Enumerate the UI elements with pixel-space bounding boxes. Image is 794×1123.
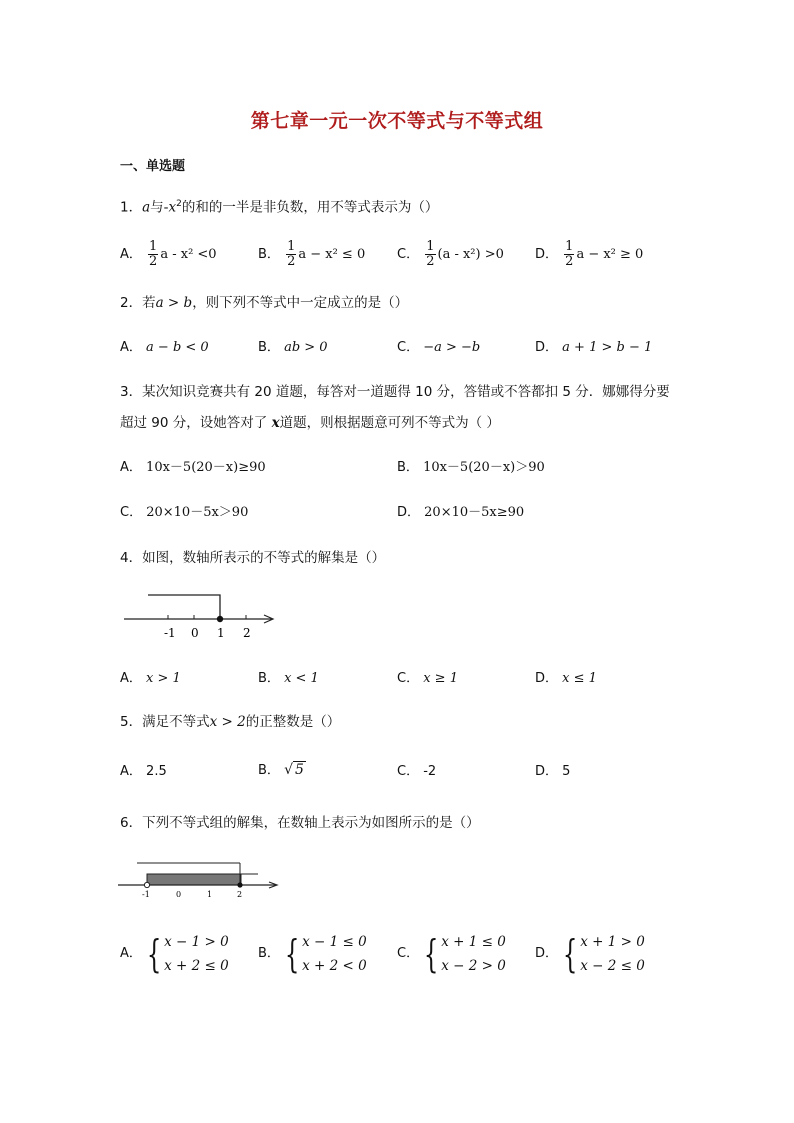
option-label: D． bbox=[535, 247, 559, 262]
tick-label: 2 bbox=[237, 890, 243, 899]
option-a[interactable] bbox=[120, 338, 209, 358]
question-text: 的正整数是（） bbox=[245, 714, 341, 730]
question-text: 超过 90 分，设她答对了 bbox=[120, 415, 272, 431]
option-b[interactable] bbox=[258, 930, 367, 978]
question-text: 的和的一半是非负数，用不等式表示为（） bbox=[181, 199, 439, 216]
option-label: A． bbox=[120, 946, 142, 961]
question-text: 满足不等式 bbox=[142, 714, 210, 730]
math-expr: x > 2 bbox=[209, 714, 246, 730]
question-text: 某次知识竞赛共有 20 道题，每答对一道题得 10 分，答错或不答都扣 5 分．娜娜得分要 bbox=[142, 384, 670, 400]
option-a[interactable] bbox=[120, 930, 229, 978]
solution-ray bbox=[148, 595, 220, 619]
question-2 bbox=[120, 292, 408, 314]
tick-label: -1 bbox=[142, 890, 150, 899]
option-c[interactable] bbox=[397, 240, 504, 269]
math-var: a bbox=[142, 199, 151, 216]
tick-label: 1 bbox=[217, 626, 225, 640]
option-b[interactable] bbox=[397, 458, 545, 478]
option-label: B． bbox=[258, 671, 280, 686]
tick-label: 0 bbox=[191, 626, 199, 640]
open-endpoint bbox=[144, 882, 149, 887]
option-label: B． bbox=[258, 763, 280, 778]
question-number: 2． bbox=[120, 295, 143, 311]
option-expr: 20×10－5x≥90 bbox=[424, 505, 525, 520]
fraction: $\frac{1}{2}$ bbox=[565, 239, 574, 269]
option-expr: a + 1 > b − 1 bbox=[562, 340, 653, 355]
option-d[interactable] bbox=[535, 338, 652, 358]
exponent: 2 bbox=[176, 199, 182, 209]
option-label: C． bbox=[397, 247, 420, 262]
option-label: C． bbox=[397, 340, 420, 355]
question-4 bbox=[120, 547, 385, 569]
question-text: ，则下列不等式中一定成立的是（） bbox=[192, 295, 409, 311]
option-expr: a − x² ≥ 0 bbox=[576, 247, 644, 262]
option-label: D． bbox=[397, 505, 421, 520]
math-var: x bbox=[271, 415, 280, 431]
option-expr: −a > −b bbox=[423, 340, 481, 355]
option-a[interactable] bbox=[120, 669, 181, 689]
option-d[interactable] bbox=[397, 503, 524, 523]
option-d[interactable] bbox=[535, 930, 645, 978]
option-label: C． bbox=[397, 671, 420, 686]
option-a[interactable] bbox=[120, 762, 167, 782]
brace-icon: { bbox=[423, 932, 439, 976]
option-c[interactable] bbox=[120, 503, 248, 523]
number-line-figure-6 bbox=[116, 856, 282, 902]
brace-icon: { bbox=[146, 932, 162, 976]
option-label: A． bbox=[120, 671, 142, 686]
option-expr: 5 bbox=[562, 764, 571, 779]
option-c[interactable] bbox=[397, 762, 436, 782]
option-label: B． bbox=[258, 340, 280, 355]
option-expr: x ≤ 1 bbox=[562, 671, 597, 686]
option-label: B． bbox=[397, 460, 419, 475]
question-number: 4． bbox=[120, 550, 143, 566]
tick-label: 1 bbox=[207, 890, 213, 899]
option-expr: a − b < 0 bbox=[146, 340, 209, 355]
number-line-figure-4 bbox=[120, 585, 290, 645]
page-title: 第七章一元一次不等式与不等式组 bbox=[250, 110, 544, 132]
option-expr: 10x－5(20－x)＞90 bbox=[423, 460, 545, 475]
math-expr: a > b bbox=[155, 295, 193, 311]
option-expr: 10x－5(20－x)≥90 bbox=[146, 460, 266, 475]
question-6 bbox=[120, 812, 480, 834]
option-label: A． bbox=[120, 460, 142, 475]
option-b[interactable] bbox=[258, 338, 328, 358]
option-b[interactable] bbox=[258, 240, 365, 269]
tick-label: -1 bbox=[164, 626, 176, 640]
option-b[interactable] bbox=[258, 669, 319, 689]
inequality-system: { x − 1 > 0 x + 2 ≤ 0 bbox=[146, 932, 229, 976]
option-expr: a - x² <0 bbox=[160, 247, 217, 262]
question-5 bbox=[120, 711, 340, 733]
option-a[interactable] bbox=[120, 240, 217, 269]
option-expr: a − x² ≤ 0 bbox=[298, 247, 366, 262]
question-text: 若 bbox=[142, 295, 156, 311]
option-c[interactable] bbox=[397, 669, 458, 689]
option-label: C． bbox=[120, 505, 143, 520]
sqrt-expr: √ 5 bbox=[284, 762, 304, 778]
brace-icon: { bbox=[562, 932, 578, 976]
question-number: 3． bbox=[120, 384, 143, 400]
option-expr: 20×10－5x＞90 bbox=[146, 505, 249, 520]
shaded-interval bbox=[147, 874, 241, 885]
question-text: 如图，数轴所表示的不等式的解集是（） bbox=[142, 550, 386, 566]
option-label: A． bbox=[120, 247, 142, 262]
section-heading: 一、单选题 bbox=[120, 159, 186, 174]
option-expr: x < 1 bbox=[284, 671, 319, 686]
inequality-system: { x + 1 ≤ 0 x − 2 > 0 bbox=[423, 932, 506, 976]
option-label: D． bbox=[535, 764, 559, 779]
question-number: 6． bbox=[120, 815, 143, 831]
inequality-system: { x + 1 > 0 x − 2 ≤ 0 bbox=[562, 932, 645, 976]
option-b[interactable] bbox=[258, 760, 306, 781]
option-expr: x ≥ 1 bbox=[423, 671, 458, 686]
option-d[interactable] bbox=[535, 240, 643, 269]
tick-label: 2 bbox=[243, 626, 251, 640]
question-number: 1． bbox=[120, 199, 143, 216]
option-label: C． bbox=[397, 946, 420, 961]
math-var: x bbox=[168, 199, 177, 216]
option-d[interactable] bbox=[535, 762, 570, 782]
solid-endpoint bbox=[237, 882, 242, 887]
option-label: D． bbox=[535, 340, 559, 355]
question-text: 与- bbox=[150, 199, 169, 216]
brace-icon: { bbox=[284, 932, 300, 976]
solid-endpoint bbox=[217, 616, 223, 622]
option-label: C． bbox=[397, 764, 420, 779]
question-number: 5． bbox=[120, 714, 143, 730]
option-label: B． bbox=[258, 946, 280, 961]
question-text: 道题，则根据题意可列不等式为（ ） bbox=[279, 415, 500, 431]
tick-label: 0 bbox=[176, 890, 182, 899]
option-d[interactable] bbox=[535, 669, 597, 689]
question-text: 下列不等式组的解集，在数轴上表示为如图所示的是（） bbox=[142, 815, 480, 831]
option-label: D． bbox=[535, 946, 559, 961]
option-expr: 2.5 bbox=[146, 764, 167, 779]
option-expr: ab > 0 bbox=[284, 340, 328, 355]
option-expr: -2 bbox=[423, 764, 437, 779]
option-label: A． bbox=[120, 764, 142, 779]
option-expr: (a - x²) >0 bbox=[437, 247, 504, 262]
option-label: B． bbox=[258, 247, 280, 262]
fraction: $\frac{1}{2}$ bbox=[287, 239, 296, 269]
option-expr: x > 1 bbox=[146, 671, 181, 686]
option-label: A． bbox=[120, 340, 142, 355]
question-1 bbox=[120, 193, 438, 219]
option-c[interactable] bbox=[397, 338, 480, 358]
inequality-system: { x − 1 ≤ 0 x + 2 < 0 bbox=[284, 932, 367, 976]
fraction: $\frac{1}{2}$ bbox=[426, 239, 435, 269]
option-c[interactable] bbox=[397, 930, 506, 978]
fraction: $\frac{1}{2}$ bbox=[149, 239, 158, 269]
question-3 bbox=[120, 381, 670, 434]
option-label: D． bbox=[535, 671, 559, 686]
option-a[interactable] bbox=[120, 458, 266, 478]
